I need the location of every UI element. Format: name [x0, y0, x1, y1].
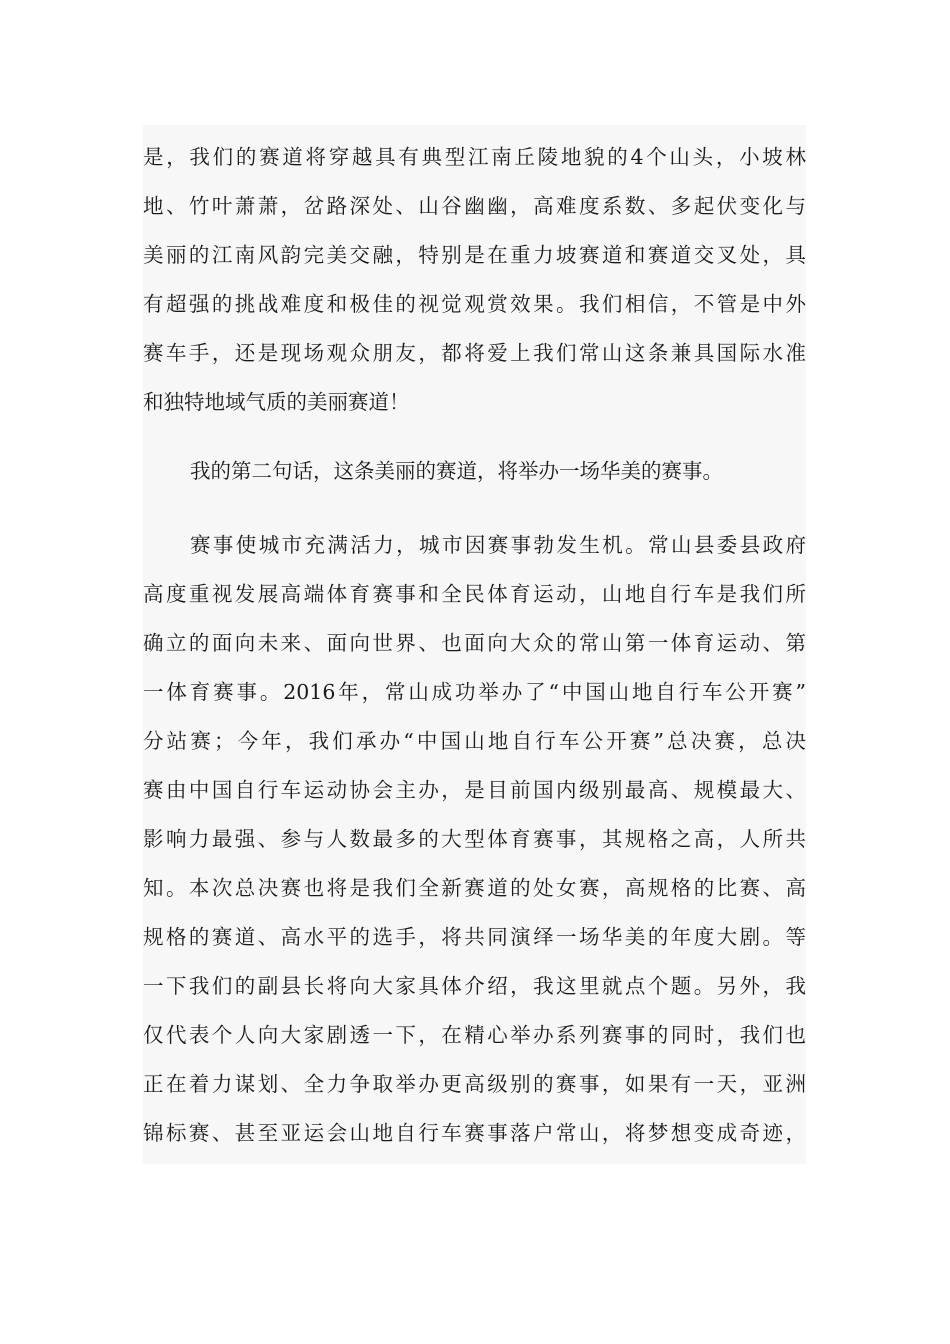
paragraph-3-line-5: 分站赛；今年，我们承办“中国山地自行车公开赛”总决赛，总决: [143, 729, 806, 753]
paragraph-3-line-1: 赛事使城市充满活力，城市因赛事勃发生机。常山县委县政府: [190, 533, 806, 557]
paragraph-1-line-2: 地、竹叶萧萧，岔路深处、山谷幽幽，高难度系数、多起伏变化与: [143, 194, 806, 218]
paragraph-1-line-1: 是，我们的赛道将穿越具有典型江南丘陵地貌的4个山头，小坡林: [143, 145, 806, 169]
paragraph-3-line-9: 规格的赛道、高水平的选手，将共同演绎一场华美的年度大剧。等: [143, 925, 806, 949]
paragraph-3-line-6: 赛由中国自行车运动协会主办，是目前国内级别最高、规模最大、: [143, 778, 806, 802]
paragraph-1-line-6: 和独特地域气质的美丽赛道！: [143, 390, 410, 414]
paragraph-3-line-8: 知。本次总决赛也将是我们全新赛道的处女赛，高规格的比赛、高: [143, 876, 806, 900]
paragraph-1-line-4: 有超强的挑战难度和极佳的视觉观赏效果。我们相信，不管是中外: [143, 292, 806, 316]
text-block: [143, 125, 806, 1164]
paragraph-3-line-2: 高度重视发展高端体育赛事和全民体育运动，山地自行车是我们所: [143, 582, 806, 606]
paragraph-2-line-1: 我的第二句话，这条美丽的赛道，将举办一场华美的赛事。: [190, 459, 723, 483]
paragraph-3-line-3: 确立的面向未来、面向世界、也面向大众的常山第一体育运动、第: [143, 631, 806, 655]
paragraph-3-line-13: 锦标赛、甚至亚运会山地自行车赛事落户常山，将梦想变成奇迹，: [143, 1121, 806, 1145]
paragraph-3-line-7: 影响力最强、参与人数最多的大型体育赛事，其规格之高，人所共: [143, 827, 806, 851]
paragraph-3-line-12: 正在着力谋划、全力争取举办更高级别的赛事，如果有一天，亚洲: [143, 1072, 806, 1096]
paragraph-3-line-10: 一下我们的副县长将向大家具体介绍，我这里就点个题。另外，我: [143, 974, 806, 998]
paragraph-3-line-11: 仅代表个人向大家剧透一下，在精心举办系列赛事的同时，我们也: [143, 1023, 806, 1047]
paragraph-1-line-3: 美丽的江南风韵完美交融，特别是在重力坡赛道和赛道交叉处，具: [143, 243, 806, 267]
paragraph-1-line-5: 赛车手，还是现场观众朋友，都将爱上我们常山这条兼具国际水准: [143, 341, 806, 365]
paragraph-3-line-4: 一体育赛事。2016年，常山成功举办了“中国山地自行车公开赛”: [143, 680, 806, 704]
